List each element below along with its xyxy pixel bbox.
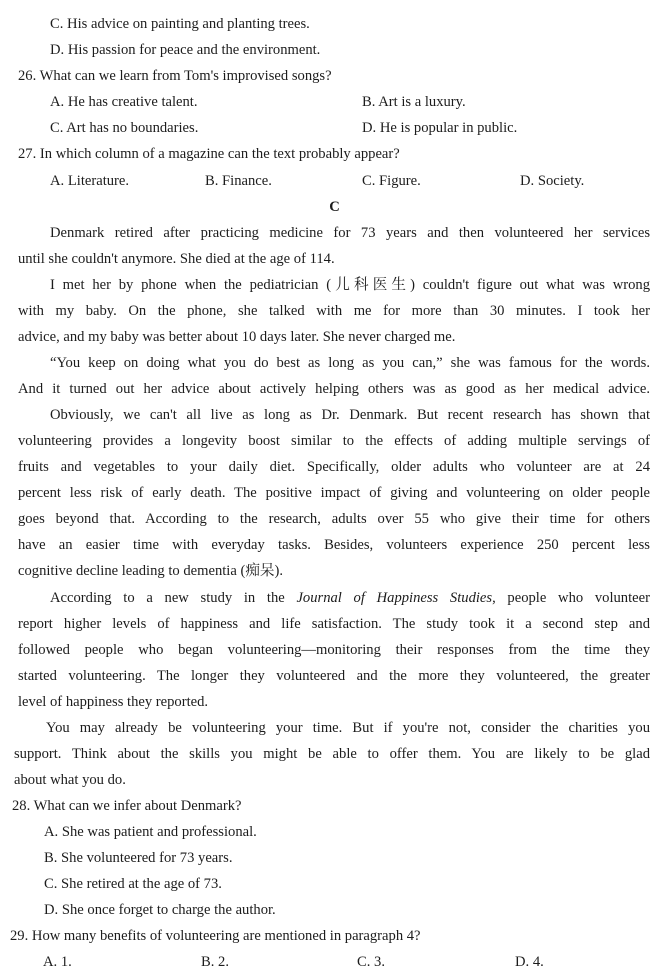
question-text: In which column of a magazine can the text probably appear? [39, 146, 400, 162]
q28-option-d: D. She once forget to charge the author. [44, 902, 276, 918]
paragraph-4-line-1: Obviously, we can't all live as long as Dr. Denmark. But recent research has shown that [50, 407, 650, 423]
question-text: How many benefits of volunteering are mentioned in paragraph 4? [31, 928, 421, 944]
q26-option-b: B. Art is a luxury. [362, 94, 466, 110]
q28-stem [12, 793, 669, 819]
option-label: C. [50, 16, 64, 32]
paragraph-4-line-5: goes beyond that. According to the research, adults over 55 who give their time for others [18, 511, 650, 527]
paragraph-5-line-3: followed people who began volunteering—monitoring their responses from the time they [18, 642, 650, 658]
q26-options-row-1 [0, 89, 669, 115]
q26-options-row-2 [0, 115, 669, 141]
paragraph-5-line-4: started volunteering. The longer they volunteered and the more they volunteered, the greater [18, 668, 650, 684]
question-number: 27. [18, 146, 37, 162]
q27-option-c: C. Figure. [362, 173, 421, 189]
paragraph-6-line-3: about what you do. [14, 772, 126, 788]
q29-stem [10, 923, 669, 949]
paragraph-4-line-3: fruits and vegetables to your daily diet. Specifically, older adults who volunteer are at 24 [18, 459, 650, 475]
paragraph-4-line-2: volunteering provides a longevity boost similar to the effects of adding multiple servings of [18, 433, 650, 449]
paragraph-1-line-1: Denmark retired after practicing medicine for 73 years and then volunteered her services [50, 225, 650, 241]
q26-option-d: D. He is popular in public. [362, 120, 518, 136]
question-text: What can we learn from Tom's improvised songs? [39, 68, 332, 84]
paragraph-2-line-2: with my baby. On the phone, she talked with me for more than 30 minutes. I took her [18, 303, 650, 319]
q26-stem [18, 63, 669, 89]
q28-option-b: B. She volunteered for 73 years. [44, 850, 233, 866]
option-text: His passion for peace and the environment. [67, 42, 321, 58]
q26-option-a: A. He has creative talent. [50, 94, 198, 110]
q25-option-c [50, 11, 669, 37]
paragraph-3-line-2: And it turned out her advice about actively helping others was as good as her medical advice. [18, 381, 650, 397]
paragraph-4-line-6: have an easier time with everyday tasks. Besides, volunteers experience 250 percent less [18, 537, 650, 553]
text-run: , people who volunteer [492, 590, 650, 606]
q29-option-a: A. 1. [43, 954, 72, 970]
q27-option-b: B. Finance. [205, 173, 272, 189]
paragraph-4-line-7: cognitive decline leading to dementia (痴呆). [18, 563, 284, 579]
q28-option-c: C. She retired at the age of 73. [44, 876, 222, 892]
section-label: C [329, 199, 340, 215]
q29-option-b: B. 2. [201, 954, 229, 970]
q27-stem [18, 141, 669, 167]
q27-option-d: D. Society. [520, 173, 585, 189]
text-run: According to a new study in the [50, 590, 297, 606]
question-text: What can we infer about Denmark? [33, 798, 242, 814]
paragraph-2-line-1: I met her by phone when the pediatrician (儿科医生) couldn't figure out what was wrong [50, 277, 650, 293]
paragraph-3-line-1: “You keep on doing what you do best as long as you can,” she was famous for the words. [50, 355, 650, 371]
q27-option-a: A. Literature. [50, 173, 130, 189]
question-number: 28. [12, 798, 31, 814]
journal-title: Journal of Happiness Studies [296, 590, 493, 606]
paragraph-1-line-2: until she couldn't anymore. She died at the age of 114. [18, 251, 335, 267]
q29-option-c: C. 3. [357, 954, 385, 970]
q26-option-c: C. Art has no boundaries. [50, 120, 199, 136]
paragraph-5-line-2: report higher levels of happiness and life satisfaction. The study took it a second step and [18, 616, 650, 632]
paragraph-5-line-1 [18, 585, 650, 611]
paragraph-4-line-4: percent less risk of early death. The positive impact of giving and volunteering on older people [18, 485, 650, 501]
paragraph-2-line-3: advice, and my baby was better about 10 days later. She never charged me. [18, 329, 456, 345]
paragraph-6-line-1: You may already be volunteering your time. But if you're not, consider the charities you [46, 720, 650, 736]
q28-option-a: A. She was patient and professional. [44, 824, 257, 840]
q29-options-row [0, 949, 669, 975]
question-number: 29. [10, 928, 29, 944]
question-number: 26. [18, 68, 37, 84]
paragraph-6-line-2: support. Think about the skills you might be able to offer them. You are likely to be glad [14, 746, 650, 762]
option-label: D. [50, 42, 65, 58]
option-text: His advice on painting and planting trees. [67, 16, 310, 32]
q25-option-d [50, 37, 669, 63]
paragraph-5-line-5: level of happiness they reported. [18, 694, 209, 710]
q27-options-row [0, 168, 669, 194]
q29-option-d: D. 4. [515, 954, 544, 970]
